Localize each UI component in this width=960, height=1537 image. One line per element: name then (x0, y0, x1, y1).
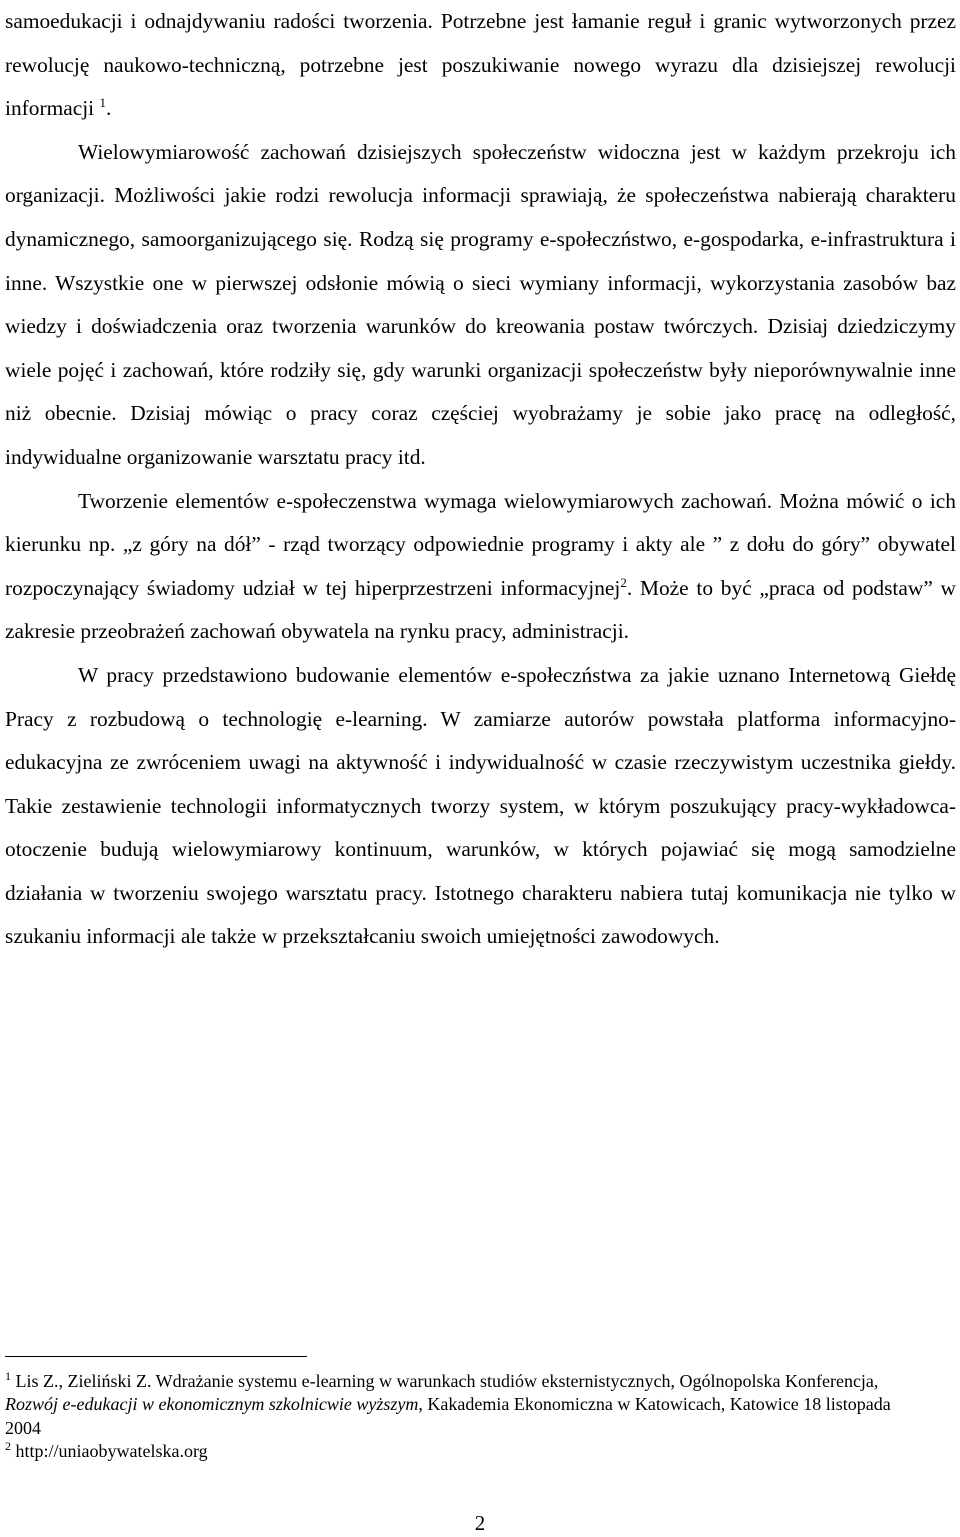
paragraph (5, 654, 956, 959)
footnote-reference: 2 (620, 574, 627, 590)
text-run: W pracy przedstawiono budowanie elementów e-społeczństwa za jakie uznano Internetową Giełdę Pracy z rozbudową o technologię e-learning. W zamiarze autorów powstała platforma informacyjno-edukacyjna ze zwróceniem uwagi na aktywność i indywidualność w czasie rzeczywistym uczestnika giełdy. Takie zestawienie technologii informatycznych tworzy system, w którym poszukujący pracy-wykładowca-otoczenie budują wielowymiarowy kontinuum, warunków, w których pojawiać się mogą samodzielne działania w tworzeniu swojego warsztatu pracy. Istotnego charakteru nabiera tutaj komunikacja nie tylko w szukaniu informacji ale także w przekształcaniu swoich umiejętności zawodowych. (5, 662, 956, 949)
footnote-reference: 2 (5, 1439, 11, 1454)
footnote (5, 1370, 905, 1440)
footnote (5, 1440, 905, 1463)
footnotes (5, 1370, 905, 1464)
paragraph (5, 480, 956, 654)
page-number: 2 (474, 1511, 486, 1535)
text-run: Kakademia Ekonomiczna w Katowicach, Katowice 18 listopada 2004 (5, 1394, 891, 1438)
paragraph (5, 131, 956, 480)
body-text (5, 0, 956, 959)
footnote-reference: 1 (99, 95, 106, 111)
text-run: http://uniaobywatelska.org (11, 1441, 208, 1462)
text-run: Lis Z., Zieliński Z. Wdrażanie systemu e-learning w warunkach studiów eksternistycznych, Ogólnopolska Konferencja, (11, 1371, 879, 1391)
text-run: . Może to być „praca od podstaw” w zakresie przeobrażeń zachowań obywatela na rynku pracy, administracji. (5, 575, 956, 644)
paragraph (5, 0, 956, 131)
footnote-reference: 1 (5, 1369, 11, 1383)
italic-text: Rozwój e-edukacji w ekonomicznym szkolnicwie wyższym, (5, 1394, 423, 1415)
text-run: Wielowymiarowość zachowań dzisiejszych społeczeństw widoczna jest w każdym przekroju ich organizacji. Możliwości jakie rodzi rewolucja informacji sprawiają, że społeczeństwa nabierają charakteru dynamicznego, samoorganizującego się. Rodzą się programy e-społeczństwo, e-gospodarka, e-infrastruktura i inne. Wszystkie one w pierwszej odsłonie mówią o sieci wymiany informacji, wykorzystania zasobów baz wiedzy i doświadczenia oraz tworzenia warunków do kreowania postaw twórczych. Dzisiaj dziedziczymy wiele pojęć i zachowań, które rodziły się, gdy warunki organizacji społeczeństw były nieporównywalnie inne niż obecnie. Dzisiaj mówiąc o pracy coraz częściej wyobrażamy je sobie jako pracę na odległość, indywidualne organizowanie warsztatu pracy itd. (5, 139, 956, 469)
text-run: Tworzenie elementów e-społeczenstwa wymaga wielowymiarowych zachowań. Można mówić o ich kierunku np. „z góry na dół” - rząd tworzący odpowiednie programy i akty ale ” z dołu do góry” obywatel rozpoczynający świadomy udział w tej hiperprzestrzeni informacyjnej (5, 488, 956, 600)
text-run: samoedukacji i odnajdywaniu radości tworzenia. Potrzebne jest łamanie reguł i granic wytworzonych przez rewolucję naukowo-techniczną, potrzebne jest poszukiwanie nowego wyrazu dla dzisiejszej rewolucji informacji (5, 9, 956, 121)
text-run: . (105, 96, 112, 121)
footnote-separator (5, 1356, 307, 1357)
